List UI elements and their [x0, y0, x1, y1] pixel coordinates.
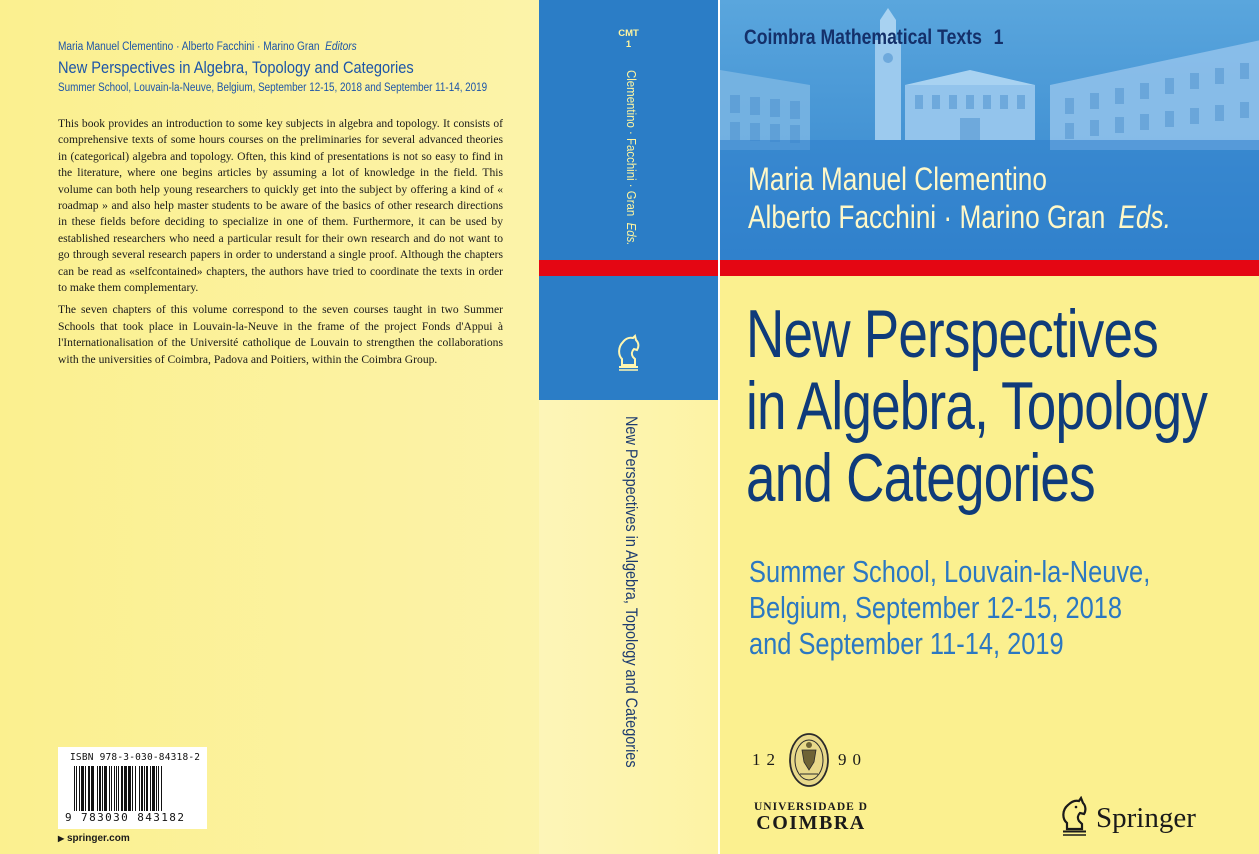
triangle-right-icon: ▶	[58, 834, 65, 843]
uc-year-right: 90	[838, 750, 867, 769]
blurb-paragraph-2: The seven chapters of this volume correspond to the seven courses taught in two Summer Schools that took place in Louvain-la-Neuve in the frame of the project Fonds d'Appui à l'Internationalisation of the Université catholique de Louvain to strengthen the collaborations with the universities of Coimbra, Padova and Poitiers, within the Coimbra Group.	[58, 303, 503, 366]
blurb-paragraph-1: This book provides an introduction to some key subjects in algebra and topology. It consists of comprehensive texts of some hours courses on the preliminaries for several advanced theories in (categorical) algebra and topology. Often, this kind of presentations is not so easy to find in the literature, where one begins articles by assuming a lot of knowledge in the field. This volume can both help young researchers to quickly get into the subject by offering a kind of « roadmap » and also help master students to be aware of the basics of other research directions in these fields before deciding to specialize in one of them. Furthermore, it can be used by established researchers who need a particular result for their own research and do not want to go through several research papers in order to understand a single proof. Although the chapters can be read as «selfcontained» chapters, the authors have tried to coordinate the texts in order to make them complementary.	[58, 117, 503, 295]
ean-digits: 9 783030 843182	[65, 811, 186, 824]
front-red-stripe	[720, 260, 1259, 276]
spine-series-number: 1	[625, 39, 632, 50]
spine-title: New Perspectives in Algebra, Topology and Categories	[622, 416, 641, 768]
university-seal-icon	[788, 732, 830, 788]
back-editors	[58, 41, 463, 53]
title-line-2: in Algebra, Topology	[746, 368, 1208, 444]
back-subtitle: Summer School, Louvain-la-Neuve, Belgium, September 12-15, 2018 and September 11-14, 2019	[58, 82, 488, 94]
springer-horse-icon	[614, 333, 642, 371]
subtitle-line-2: Belgium, September 12-15, 2018	[749, 590, 1123, 625]
editor-line-2	[748, 198, 1171, 236]
spine	[539, 0, 718, 854]
back-editors-suffix: Editors	[325, 41, 357, 53]
series-name	[744, 26, 1003, 50]
springer-logo	[1058, 796, 1208, 840]
springer-url-text: springer.com	[66, 833, 130, 844]
editor-line-1: Maria Manuel Clementino	[748, 161, 1047, 197]
back-cover	[0, 0, 539, 854]
front-cover	[718, 0, 1259, 854]
uc-name-line-2: COIMBRA	[756, 812, 866, 834]
series-number: 1	[993, 26, 1004, 49]
series-title: Coimbra Mathematical Texts	[744, 26, 982, 49]
subtitle-line-1: Summer School, Louvain-la-Neuve,	[749, 554, 1151, 589]
front-editors	[748, 160, 1171, 236]
uc-name-line-1: UNIVERSIDADE D	[753, 801, 868, 813]
spine-series-abbr: CMT	[618, 28, 639, 39]
university-photo	[720, 0, 1259, 260]
back-title: New Perspectives in Algebra, Topology and Categories	[58, 58, 414, 77]
spine-authors	[624, 70, 639, 245]
spine-authors-names: Clementino · Facchini · Gran	[624, 70, 639, 217]
back-blurb	[58, 116, 503, 374]
subtitle-line-3: and September 11-14, 2019	[749, 626, 1064, 661]
university-of-coimbra-logo	[752, 732, 892, 836]
editor-line-2-names: Alberto Facchini · Marino Gran	[748, 199, 1106, 235]
spine-red-stripe	[539, 260, 718, 276]
front-subtitle	[749, 554, 1150, 662]
isbn-barcode	[58, 747, 207, 829]
uc-year-left: 12	[752, 750, 781, 769]
springer-horse-icon	[1058, 796, 1090, 836]
spine-series	[539, 28, 718, 50]
title-line-1: New Perspectives	[746, 296, 1158, 372]
isbn-label: ISBN 978-3-030-84318-2	[70, 752, 201, 763]
spine-authors-suffix: Eds.	[624, 222, 639, 246]
front-editors-suffix: Eds.	[1118, 199, 1171, 235]
front-title	[746, 298, 1207, 514]
title-line-3: and Categories	[746, 440, 1095, 516]
springer-url[interactable]	[58, 833, 130, 844]
back-editors-names: Maria Manuel Clementino · Alberto Facchini · Marino Gran	[58, 41, 320, 53]
springer-wordmark: Springer	[1096, 802, 1196, 834]
